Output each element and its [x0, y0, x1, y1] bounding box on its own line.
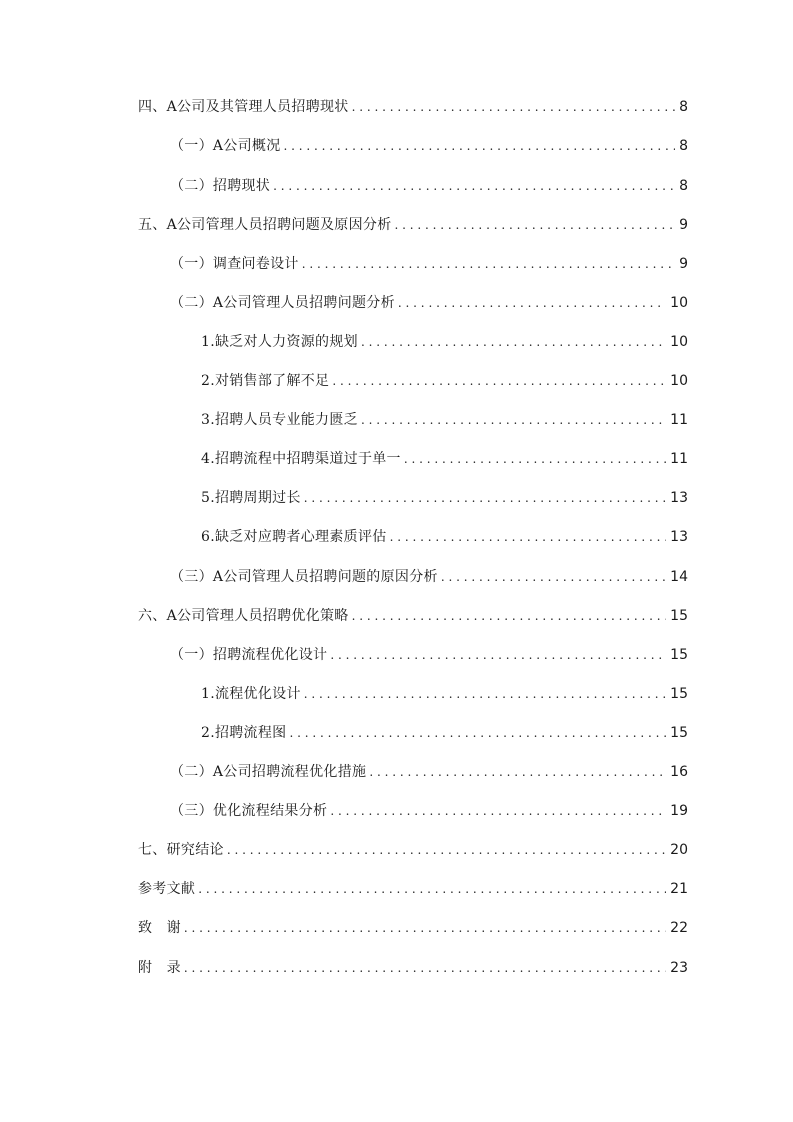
toc-page-number: 15 [670, 686, 688, 702]
toc-page-number: 10 [670, 334, 688, 350]
toc-page-number: 9 [679, 256, 688, 272]
toc-entry[interactable] [170, 293, 688, 313]
toc-dot-leader [289, 723, 666, 743]
toc-entry[interactable] [201, 332, 688, 352]
toc-entry[interactable] [201, 449, 688, 469]
toc-entry-title: 四、A公司及其管理人员招聘现状 [138, 99, 349, 115]
toc-entry[interactable] [170, 136, 688, 156]
toc-dot-leader [304, 684, 666, 704]
toc-entry-title: 4.招聘流程中招聘渠道过于单一 [201, 451, 401, 467]
toc-dot-leader [273, 176, 675, 196]
toc-dot-leader [227, 840, 666, 860]
toc-dot-leader [352, 606, 667, 626]
toc-entry[interactable] [138, 958, 688, 978]
toc-entry[interactable] [201, 527, 688, 547]
toc-page-number: 15 [670, 725, 688, 741]
toc-entry[interactable] [138, 215, 688, 235]
toc-dot-leader [330, 801, 666, 821]
toc-page-number: 19 [670, 803, 688, 819]
toc-entry[interactable] [201, 410, 688, 430]
toc-dot-leader [352, 97, 675, 117]
toc-entry-title: （二）A公司管理人员招聘问题分析 [170, 295, 395, 311]
toc-entry[interactable] [170, 254, 688, 274]
toc-dot-leader [398, 293, 666, 313]
toc-entry[interactable] [170, 176, 688, 196]
toc-dot-leader [361, 332, 666, 352]
toc-entry-title: 5.招聘周期过长 [201, 490, 301, 506]
toc-entry-title: （三）A公司管理人员招聘问题的原因分析 [170, 569, 438, 585]
toc-page-number: 20 [670, 842, 688, 858]
toc-page-number: 9 [679, 217, 688, 233]
toc-dot-leader [441, 567, 666, 587]
toc-dot-leader [184, 918, 666, 938]
toc-entry-title: 3.招聘人员专业能力匮乏 [201, 412, 358, 428]
toc-page-number: 10 [670, 295, 688, 311]
toc-dot-leader [369, 762, 666, 782]
toc-entry-title: 七、研究结论 [138, 842, 224, 858]
toc-page-number: 13 [670, 529, 688, 545]
toc-entry-title: 五、A公司管理人员招聘问题及原因分析 [138, 217, 392, 233]
toc-dot-leader [395, 215, 676, 235]
toc-dot-leader [284, 136, 676, 156]
toc-page-number: 15 [670, 608, 688, 624]
toc-entry[interactable] [170, 567, 688, 587]
toc-dot-leader [390, 527, 667, 547]
toc-page-number: 11 [670, 451, 688, 467]
toc-page-number: 8 [679, 178, 688, 194]
toc-page-number: 13 [670, 490, 688, 506]
toc-page-number: 11 [670, 412, 688, 428]
toc-entry-title: （三）优化流程结果分析 [170, 803, 328, 819]
toc-entry-title: （一）调查问卷设计 [170, 256, 299, 272]
toc-page-number: 14 [670, 569, 688, 585]
toc-entry-title: 参考文献 [138, 881, 196, 897]
toc-entry-title: （一）A公司概况 [170, 138, 281, 154]
toc-dot-leader [330, 645, 666, 665]
toc-entry-title: 1.缺乏对人力资源的规划 [201, 334, 358, 350]
toc-page-number: 21 [670, 881, 688, 897]
toc-entry-title: 2.对销售部了解不足 [201, 373, 330, 389]
toc-entry[interactable] [170, 645, 688, 665]
toc-entry[interactable] [138, 97, 688, 117]
toc-dot-leader [302, 254, 675, 274]
toc-page-number: 10 [670, 373, 688, 389]
toc-page-number: 8 [679, 138, 688, 154]
toc-entry-title: 2.招聘流程图 [201, 725, 287, 741]
toc-page-number: 15 [670, 647, 688, 663]
toc-entry-title: 致 谢 [138, 920, 181, 936]
toc-entry[interactable] [138, 606, 688, 626]
toc-entry-title: 1.流程优化设计 [201, 686, 301, 702]
toc-entry-title: （一）招聘流程优化设计 [170, 647, 328, 663]
toc-entry[interactable] [138, 918, 688, 938]
toc-entry-title: 6.缺乏对应聘者心理素质评估 [201, 529, 387, 545]
toc-dot-leader [198, 879, 666, 899]
toc-entry-title: 附 录 [138, 960, 181, 976]
toc-page-number: 16 [670, 764, 688, 780]
toc-entry[interactable] [170, 762, 688, 782]
toc-entry[interactable] [170, 801, 688, 821]
toc-entry[interactable] [201, 723, 688, 743]
toc-dot-leader [304, 488, 666, 508]
toc-entry-title: （二）招聘现状 [170, 178, 271, 194]
toc-entry[interactable] [201, 488, 688, 508]
toc-dot-leader [332, 371, 666, 391]
toc-page-number: 23 [670, 960, 688, 976]
toc-page-number: 22 [670, 920, 688, 936]
toc-dot-leader [404, 449, 666, 469]
toc-page-number: 8 [679, 99, 688, 115]
toc-entry[interactable] [138, 879, 688, 899]
toc-entry-title: 六、A公司管理人员招聘优化策略 [138, 608, 349, 624]
toc-entry[interactable] [201, 684, 688, 704]
toc-entry[interactable] [138, 840, 688, 860]
toc-dot-leader [361, 410, 666, 430]
toc-dot-leader [184, 958, 666, 978]
toc-entry-title: （二）A公司招聘流程优化措施 [170, 764, 367, 780]
toc-entry[interactable] [201, 371, 688, 391]
